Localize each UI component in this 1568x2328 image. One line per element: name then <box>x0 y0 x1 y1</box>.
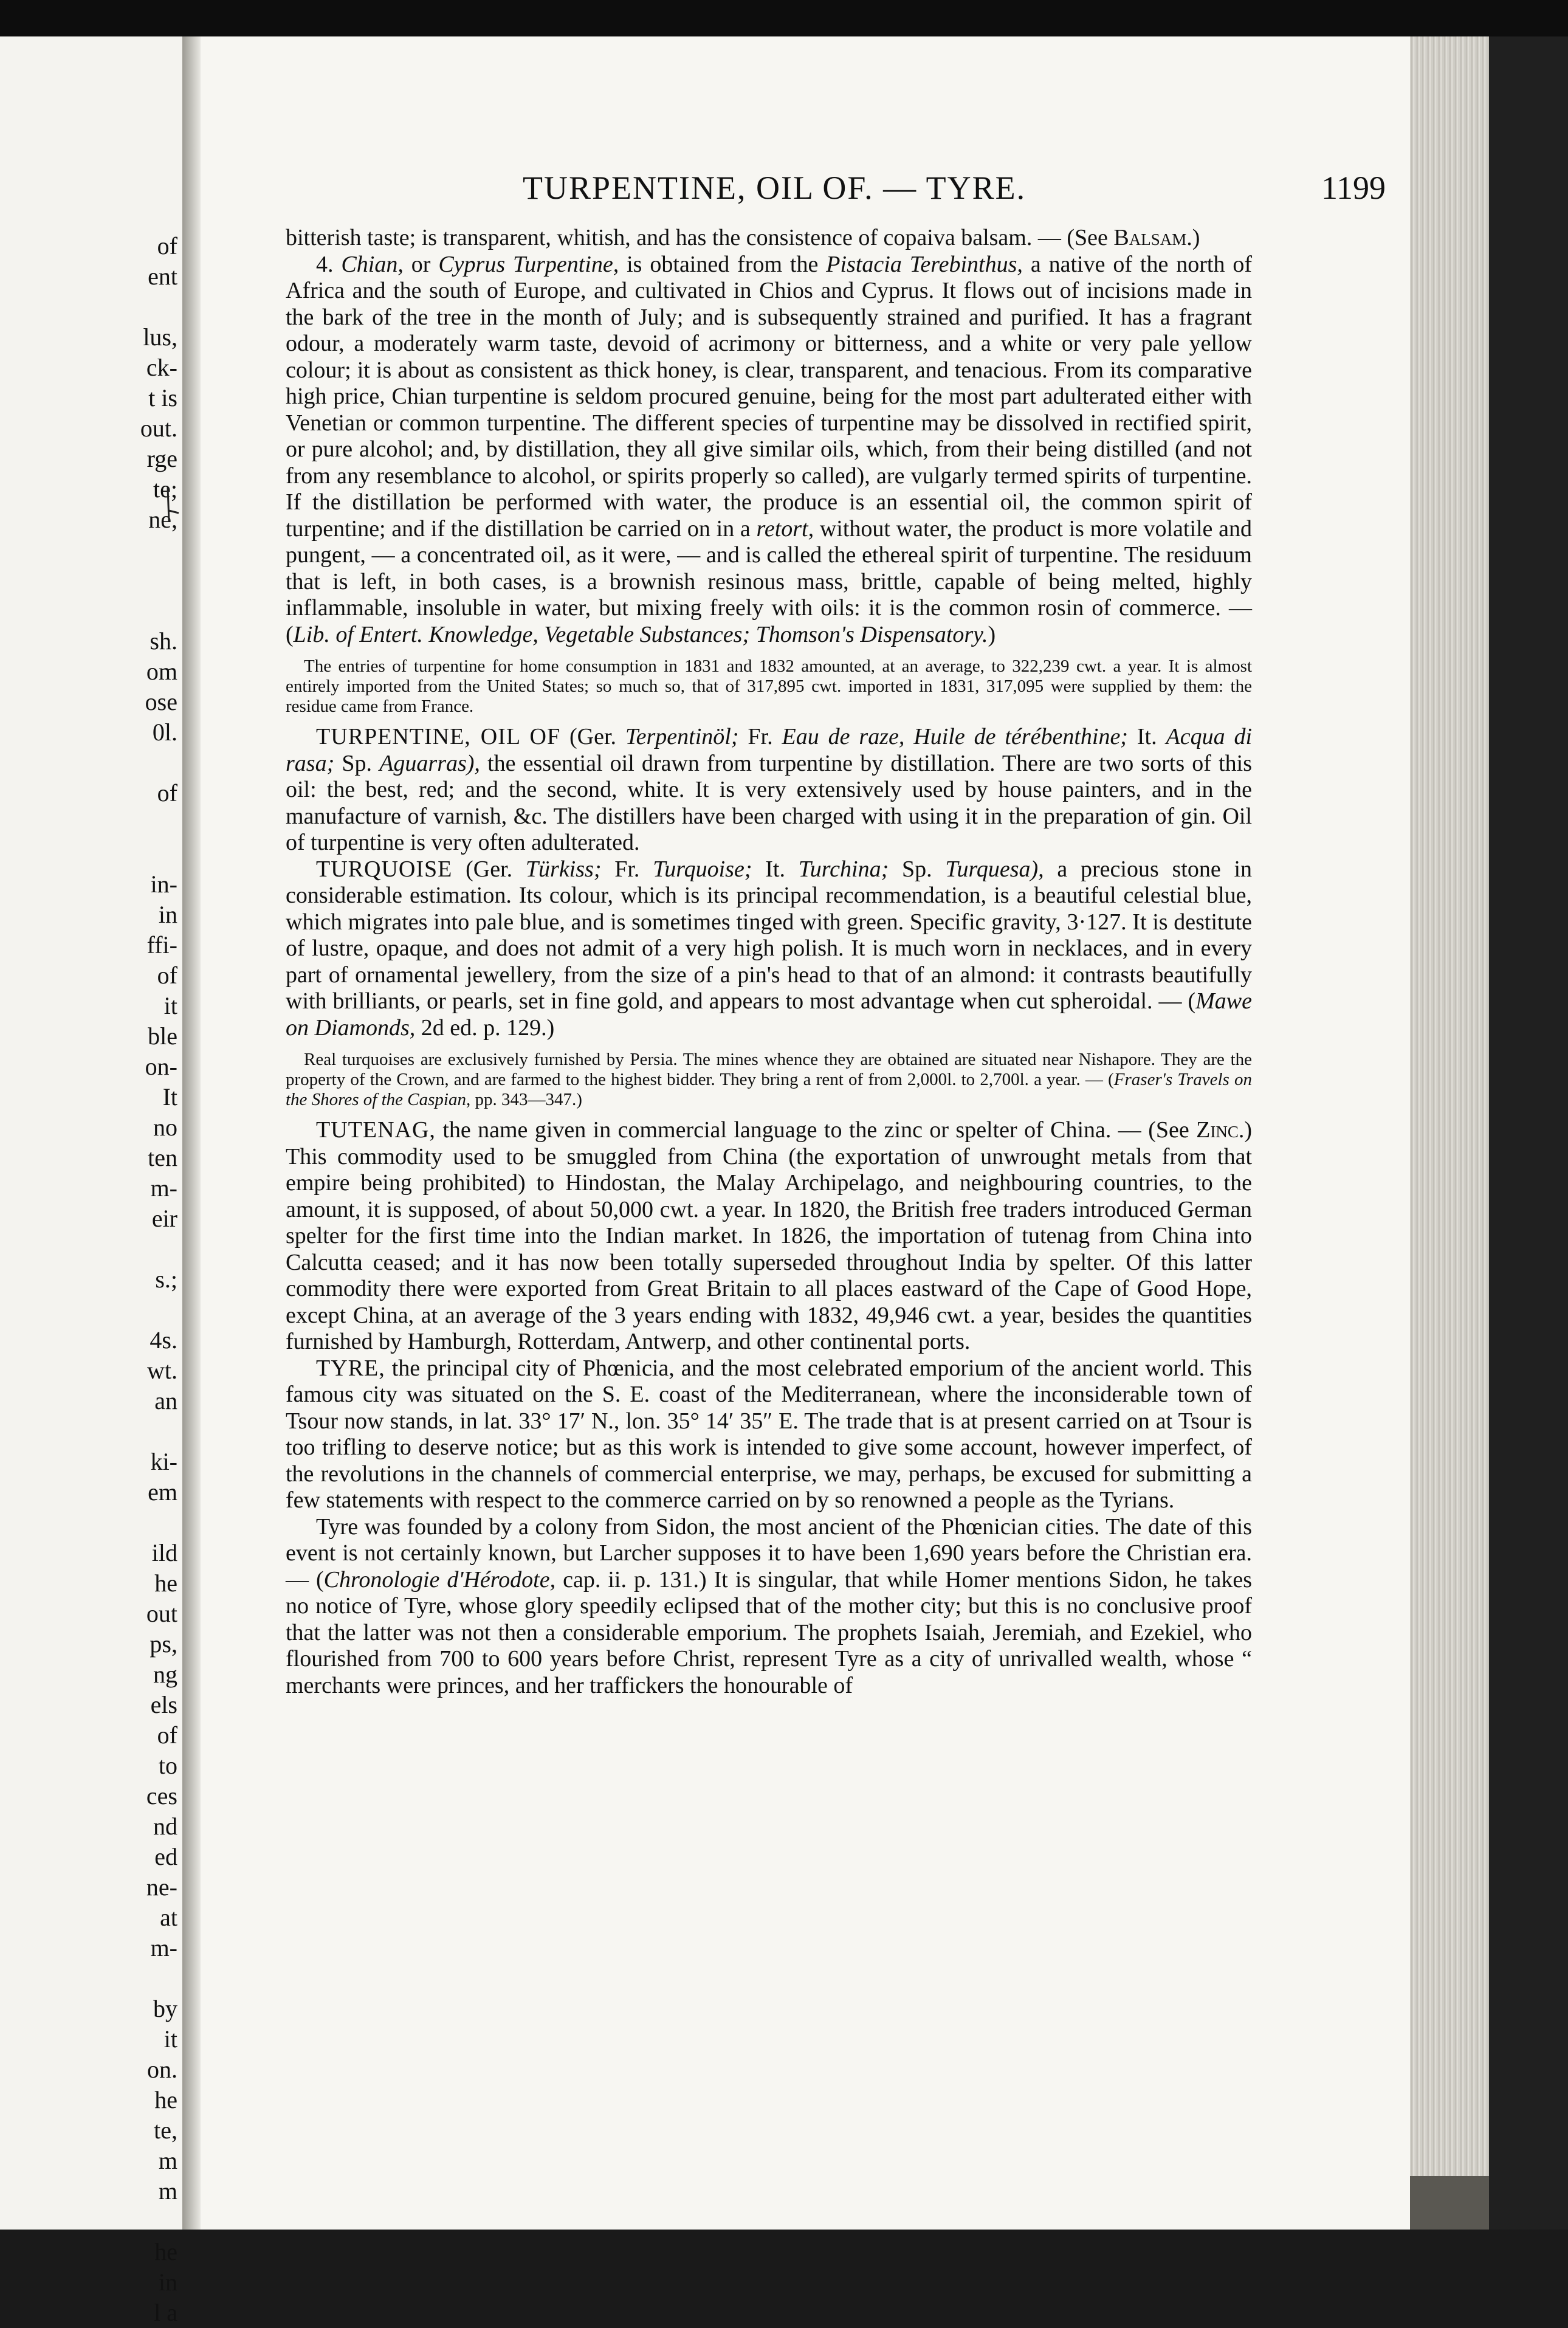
facing-page-fragment: an <box>154 1387 177 1414</box>
facing-page-fragment <box>123 292 177 322</box>
facing-page-fragment <box>123 1295 177 1325</box>
page-edges <box>1410 36 1489 2176</box>
facing-page-fragment: in <box>158 2268 177 2296</box>
facing-page-fragment <box>123 2206 177 2237</box>
facing-page-fragment <box>123 748 177 778</box>
facing-page-fragment: of <box>157 232 177 260</box>
facing-page-fragment: It <box>162 1083 177 1111</box>
running-header <box>523 169 1386 212</box>
facing-page-fragment: on. <box>147 2056 177 2083</box>
facing-page-fragment: of <box>157 779 177 807</box>
entry-headword: TURPENTINE, OIL OF <box>316 724 561 749</box>
facing-page-fragment: lus, <box>143 323 177 351</box>
facing-page-fragment <box>123 565 177 596</box>
facing-page-fragment: rge <box>146 445 177 472</box>
facing-page-fragment: ten <box>148 1144 177 1171</box>
facing-page-fragment: it <box>163 2025 177 2053</box>
facing-page-fragment: to <box>158 1752 177 1779</box>
facing-page <box>0 36 184 2326</box>
facing-page-fragment: ng <box>153 1661 177 1688</box>
facing-page-fragment: m <box>158 2177 177 2205</box>
facing-page-text-fragments <box>123 231 177 2328</box>
cross-reference: Balsam. <box>1113 225 1192 250</box>
facing-page-fragment: ps, <box>150 1630 177 1658</box>
facing-page-fragment: ble <box>148 1022 177 1050</box>
facing-page-fragment <box>123 1234 177 1264</box>
facing-page-fragment <box>123 1416 177 1447</box>
cross-reference: Zinc. <box>1196 1117 1245 1143</box>
facing-page-fragment: te; <box>153 475 177 503</box>
entry-oil-of-turpentine: TURPENTINE, OIL OF (Ger. Terpentinöl; Fr. Eau de raze, Huile de térébenthine; It. Acqua di rasa; Sp. Aguarras), the essential oil drawn from turpentine by distillation. There are two sorts of this oil: the best, red; and the second, white. It is very extensively used by house painters, and in the manufacture of varnish, &c. The distillers have been charged with using it in the preparation of gin. Oil of turpentine is very often adulterated. <box>286 724 1253 855</box>
citation: Chronologie d'Hérodote, <box>323 1566 556 1593</box>
facing-page-fragment: nd <box>153 1813 177 1840</box>
facing-page-fragment: ose <box>145 688 177 715</box>
article-body <box>286 225 1252 1699</box>
facing-page-fragment <box>123 535 177 565</box>
facing-page-fragment <box>123 596 177 626</box>
book-gutter <box>182 36 201 2230</box>
entry-headword: TYRE, <box>316 1355 385 1381</box>
citation: Fraser's Travels on the Shores of the Caspian, <box>286 1070 1252 1109</box>
facing-page-fragment: wt. <box>147 1357 177 1384</box>
facing-page-fragment: out <box>146 1600 177 1627</box>
facing-page-fragment <box>123 839 177 869</box>
facing-page-fragment: he <box>154 2086 177 2113</box>
facing-page-fragment: te, <box>154 2116 177 2144</box>
footnote-turpentine-entries: The entries of turpentine for home consumption in 1831 and 1832 amounted, at an average, to 322,239 cwt. a year. It is almost entirely imported from the United States; so much so, that of 317,895 cwt. imported in 1831, 317,095 were supplied by them: the residue came from France. <box>286 656 1252 716</box>
scan-right-border <box>1489 36 1568 2230</box>
facing-page-fragment: of <box>157 962 177 989</box>
facing-page-fragment: out. <box>140 415 177 442</box>
facing-page-fragment: l a <box>154 2299 177 2326</box>
facing-page-fragment <box>123 1963 177 1994</box>
facing-page-fragment: m- <box>150 1934 177 1961</box>
facing-page-fragment: by <box>153 1995 177 2022</box>
facing-page-fragment: 0l. <box>152 718 177 746</box>
facing-page-fragment: in- <box>150 870 177 898</box>
facing-page-fragment: ki- <box>150 1448 177 1475</box>
facing-page-fragment: sh. <box>150 627 177 655</box>
facing-page-fragment: ck- <box>146 354 177 381</box>
facing-page-fragment: ed <box>154 1843 177 1870</box>
facing-page-fragment: on- <box>145 1053 177 1080</box>
facing-page-fragment: ne, <box>148 506 177 533</box>
facing-page-fragment: t is <box>148 384 177 412</box>
facing-page-fragment: he <box>154 1569 177 1597</box>
entry-tyre: TYRE, the principal city of Phœnicia, and the most celebrated emporium of the ancient world. This famous city was situated on the S. E. coast of the Mediterranean, where the inconsiderable town of Tsour now stands, in lat. 33° 17′ N., lon. 35° 14′ 35″ E. The trade that is at present carried on at Tsour is too trifling to deserve notice; but as this work is intended to give some account, however imperfect, of the revolutions in the channels of commercial enterprise, we may, perhaps, be excused for submitting a few statements with respect to the commerce carried on by so renowned a people as the Tyrians. <box>286 1355 1252 1513</box>
facing-page-fragment: it <box>163 992 177 1019</box>
running-title: TURPENTINE, OIL OF. — TYRE. <box>523 170 1026 206</box>
facing-page-fragment: ces <box>146 1782 177 1810</box>
facing-page-fragment: m <box>158 2147 177 2174</box>
facing-page-fragment: at <box>160 1904 177 1931</box>
citation: Lib. of Entert. Knowledge, Vegetable Substances; Thomson's Dispensatory. <box>293 621 988 647</box>
entry-headword: TUTENAG, <box>316 1117 436 1143</box>
facing-page-fragment: ent <box>148 263 177 290</box>
page-number: 1199 <box>1321 170 1386 206</box>
citation: Mawe on Diamonds, <box>286 988 1252 1041</box>
paragraph-tyre-history: Tyre was founded by a colony from Sidon, the most ancient of the Phœnician cities. The date of this event is not certainly known, but Larcher supposes it to have been 1,690 years before the Christian era. — (Chronologie d'Hérodote, cap. ii. p. 131.) It is singular, that while Homer mentions Sidon, he takes no notice of Tyre, whose glory speedily eclipsed that of the mother city; but this is no conclusive proof that the latter was not then a considerable emporium. The prophets Isaiah, Jeremiah, and Ezekiel, who flourished from 700 to 600 years before Christ, represent Tyre as a city of unrivalled wealth, whose “ merchants were princes, and her traffickers the honourable of <box>286 1514 1253 1698</box>
footnote-turquoise-persia: Real turquoises are exclusively furnished by Persia. The mines whence they are obtained are situated near Nishapore. They are the property of the Crown, and are farmed to the highest bidder. They bring a rent of from 2,000l. to 2,700l. a year. — (Fraser's Travels on the Shores of the Caspian, pp. 343—347.) <box>286 1050 1252 1109</box>
facing-page-fragment: ffi- <box>146 931 177 959</box>
facing-page-fragment: m- <box>150 1174 177 1202</box>
paragraph-balsam: bitterish taste; is transparent, whitish, and has the consistence of copaiva balsam. — (See Balsam.) <box>286 225 1200 250</box>
facing-page-fragment: no <box>153 1114 177 1141</box>
entry-tutenag: TUTENAG, the name given in commercial language to the zinc or spelter of China. — (See Zinc.) This commodity used to be smuggled from China (the exportation of unwrought metals from that empire being prohibited) to Hindostan, the Malay Archipelago, and neighbouring countries, to the amount, it is supposed, of about 50,000 cwt. a year. In 1820, the British free traders introduced German spelter for the first time into the Indian market. In 1826, the importation of tutenag from China into Calcutta ceased; and it has now been totally superseded throughout India by spelter. Of this latter commodity there were exported from Great Britain to all places eastward of the Cape of Good Hope, except China, at an average of the 3 years ending with 1832, 49,946 cwt. a year, besides the quantities furnished by Hamburgh, Rotterdam, Antwerp, and other continental ports. <box>286 1117 1253 1354</box>
facing-page-fragment: em <box>148 1478 177 1506</box>
facing-page-fragment <box>123 808 177 839</box>
margin-mark-icon <box>163 486 181 523</box>
entry-turquoise: TURQUOISE (Ger. Türkiss; Fr. Turquoise; It. Turchina; Sp. Turquesa), a precious stone in considerable estimation. Its colour, which is its principal recommendation, is a beautiful celestial blue, which migrates into pale blue, and is sometimes tinged with green. Specific gravity, 3·127. It is destitute of lustre, opaque, and does not admit of a very high polish. It is much worn in necklaces, and in every part of ornamental jewellery, from the size of a pin's head to that of an almond: it contrasts beautifully with brilliants, or pearls, set in fine gold, and appears to most advantage when cut spheroidal. — (Mawe on Diamonds, 2d ed. p. 129.) <box>286 856 1253 1041</box>
facing-page-fragment <box>123 1507 177 1538</box>
paragraph-chian-turpentine: 4. Chian, or Cyprus Turpentine, is obtained from the Pistacia Terebinthus, a native of the north of Africa and the south of Europe, and cultivated in Chios and Cyprus. It flows out of incisions made in the bark of the tree in the month of July; and is subsequently strained and purified. It has a fragrant odour, a moderately warm taste, devoid of acrimony or bitterness, and a white or very pale yellow colour; it is about as consistent as thick honey, is clear, transparent, and tenacious. From its comparative high price, Chian turpentine is seldom procured genuine, being for the most part adulterated either with Venetian or common turpentine. The different species of turpentine may be dissolved in rectified spirit, or pure alcohol; and, by distillation, they all give similar oils, which, from their being distilled (and not from any resemblance to alcohol, or spirits properly so called), are vulgarly termed spirits of turpentine. If the distillation be performed with water, the produce is an essential oil, the common spirit of turpentine; and if the distillation be carried on in a retort, without water, the product is more volatile and pungent, — a concentrated oil, as it were, — and is called the ethereal spirit of turpentine. The residuum that is left, in both cases, is a brownish resinous mass, brittle, capable of being melted, highly inflammable, insoluble in water, but mixing freely with oils: it is the common rosin of commerce. — (Lib. of Entert. Knowledge, Vegetable Substances; Thomson's Dispensatory.) <box>286 251 1253 647</box>
facing-page-fragment: om <box>146 658 177 685</box>
facing-page-fragment: 4s. <box>150 1326 177 1354</box>
facing-page-fragment: s.; <box>155 1266 177 1293</box>
scan-corner-shadow <box>1410 2176 1489 2230</box>
facing-page-fragment: ne- <box>146 1873 177 1901</box>
facing-page-fragment: in <box>158 901 177 928</box>
entry-headword: TURQUOISE <box>316 856 453 882</box>
facing-page-fragment: eir <box>151 1205 177 1232</box>
facing-page-fragment: ild <box>151 1539 177 1566</box>
facing-page-fragment: els <box>150 1691 177 1718</box>
facing-page-fragment: he <box>154 2238 177 2265</box>
facing-page-fragment: of <box>157 1721 177 1749</box>
